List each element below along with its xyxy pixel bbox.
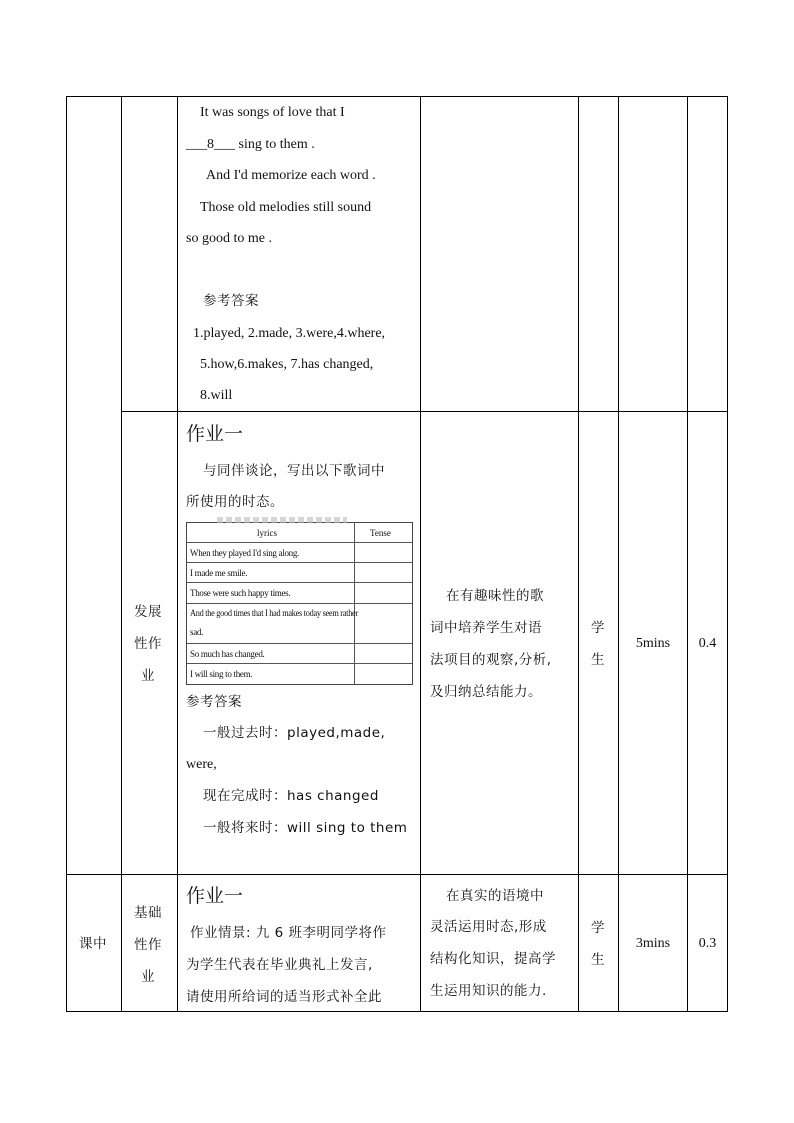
type-label-line-3: 业 [141, 969, 155, 985]
lyric-line-2: ___8___ sing to them . [186, 137, 315, 152]
goal-line-1: 在真实的语境中 [446, 888, 544, 904]
goal-line-2: 灵活运用时态,形成 [430, 919, 547, 935]
lyrics-cell: And the good times that I had makes today seem rather [190, 608, 358, 618]
answer-line-4: 一般将来时：will sing to them [203, 820, 408, 836]
lyric-line-4: Those old melodies still sound [200, 200, 372, 215]
instruction-line-2: 所使用的时态。 [186, 494, 284, 510]
answer-line-3: 8.will [200, 388, 233, 403]
lyrics-cell: I made me smile. [190, 568, 248, 578]
row3-actor-line-1: 学 [591, 920, 605, 936]
lyrics-table [186, 522, 413, 685]
table-border-top [66, 96, 728, 97]
lyrics-cell: So much has changed. [190, 649, 265, 659]
instruction-line-1: 与同伴谈论，写出以下歌词中 [203, 463, 385, 479]
row2-actor-line-2: 生 [591, 652, 605, 668]
row-divider-1 [121, 411, 728, 412]
tense-header: Tense [370, 528, 391, 538]
col-line-0 [66, 96, 67, 1012]
homework-heading: 作业一 [186, 423, 244, 445]
row2-actor-line-1: 学 [591, 620, 605, 636]
answer-line-1: 1.played, 2.made, 3.were,4.where, [193, 326, 386, 341]
lyrics-cell: Those were such happy times. [190, 588, 291, 598]
goal-line-1: 在有趣味性的歌 [446, 588, 544, 604]
row3-actor-line-2: 生 [591, 952, 605, 968]
lyrics-row-5 [187, 643, 412, 663]
lyrics-row-1 [187, 542, 412, 562]
type-label-line-3: 业 [141, 668, 155, 684]
answer-line-1: 一般过去时：played,made, [203, 725, 386, 741]
scan-artifact [217, 517, 347, 523]
lyrics-row-6 [187, 663, 412, 684]
type-label-line-2: 性作 [134, 937, 162, 953]
lyrics-cell: sad. [190, 627, 204, 637]
answer-line-2: 5.how,6.makes, 7.has changed, [200, 357, 374, 372]
lyrics-row-2 [187, 562, 412, 582]
goal-line-3: 结构化知识，提高学 [430, 951, 556, 967]
type-label-line-1: 发展 [134, 604, 162, 620]
instruction-line-1: 作业情景: 九 6 班李明同学将作 [190, 925, 387, 941]
row3-difficulty: 0.3 [698, 936, 717, 951]
col-line-2 [177, 96, 178, 1012]
instruction-line-3: 请使用所给词的适当形式补全此 [186, 989, 382, 1005]
instruction-line-2: 为学生代表在毕业典礼上发言, [186, 957, 373, 973]
col-line-7 [727, 96, 728, 1012]
col-line-5 [618, 96, 619, 1012]
col-line-3 [420, 96, 421, 1012]
answer-line-2: were, [186, 757, 217, 772]
row-divider-2 [66, 874, 728, 875]
goal-line-4: 生运用知识的能力. [430, 983, 547, 999]
col-line-1 [121, 96, 122, 1012]
table-border-bottom [66, 1011, 728, 1012]
col-line-6 [687, 96, 688, 1012]
row2-difficulty: 0.4 [698, 636, 717, 651]
row3-time: 3mins [635, 936, 671, 951]
lyrics-row-3 [187, 582, 412, 602]
type-label-line-2: 性作 [134, 636, 162, 652]
lyrics-cell: I will sing to them. [190, 669, 253, 679]
lyric-line-5: so good to me . [186, 231, 272, 246]
homework-heading: 作业一 [186, 885, 244, 907]
goal-line-4: 及归纳总结能力。 [430, 684, 542, 700]
row2-time: 5mins [635, 636, 671, 651]
lyrics-row-4 [187, 603, 412, 644]
type-label-line-1: 基础 [134, 905, 162, 921]
answer-title: 参考答案 [186, 694, 242, 710]
col-line-4 [578, 96, 579, 1012]
lyrics-cell: When they played I'd sing along. [190, 548, 299, 558]
goal-line-2: 词中培养学生对语 [430, 620, 542, 636]
goal-line-3: 法项目的观察,分析, [430, 652, 552, 668]
answer-line-3: 现在完成时：has changed [203, 788, 379, 804]
answer-title: 参考答案 [203, 293, 259, 309]
lyric-line-3: And I'd memorize each word . [206, 168, 376, 183]
lyrics-header: lyrics [257, 528, 277, 538]
lyric-line-1: It was songs of love that I [200, 105, 345, 120]
stage-label: 课中 [79, 936, 107, 952]
